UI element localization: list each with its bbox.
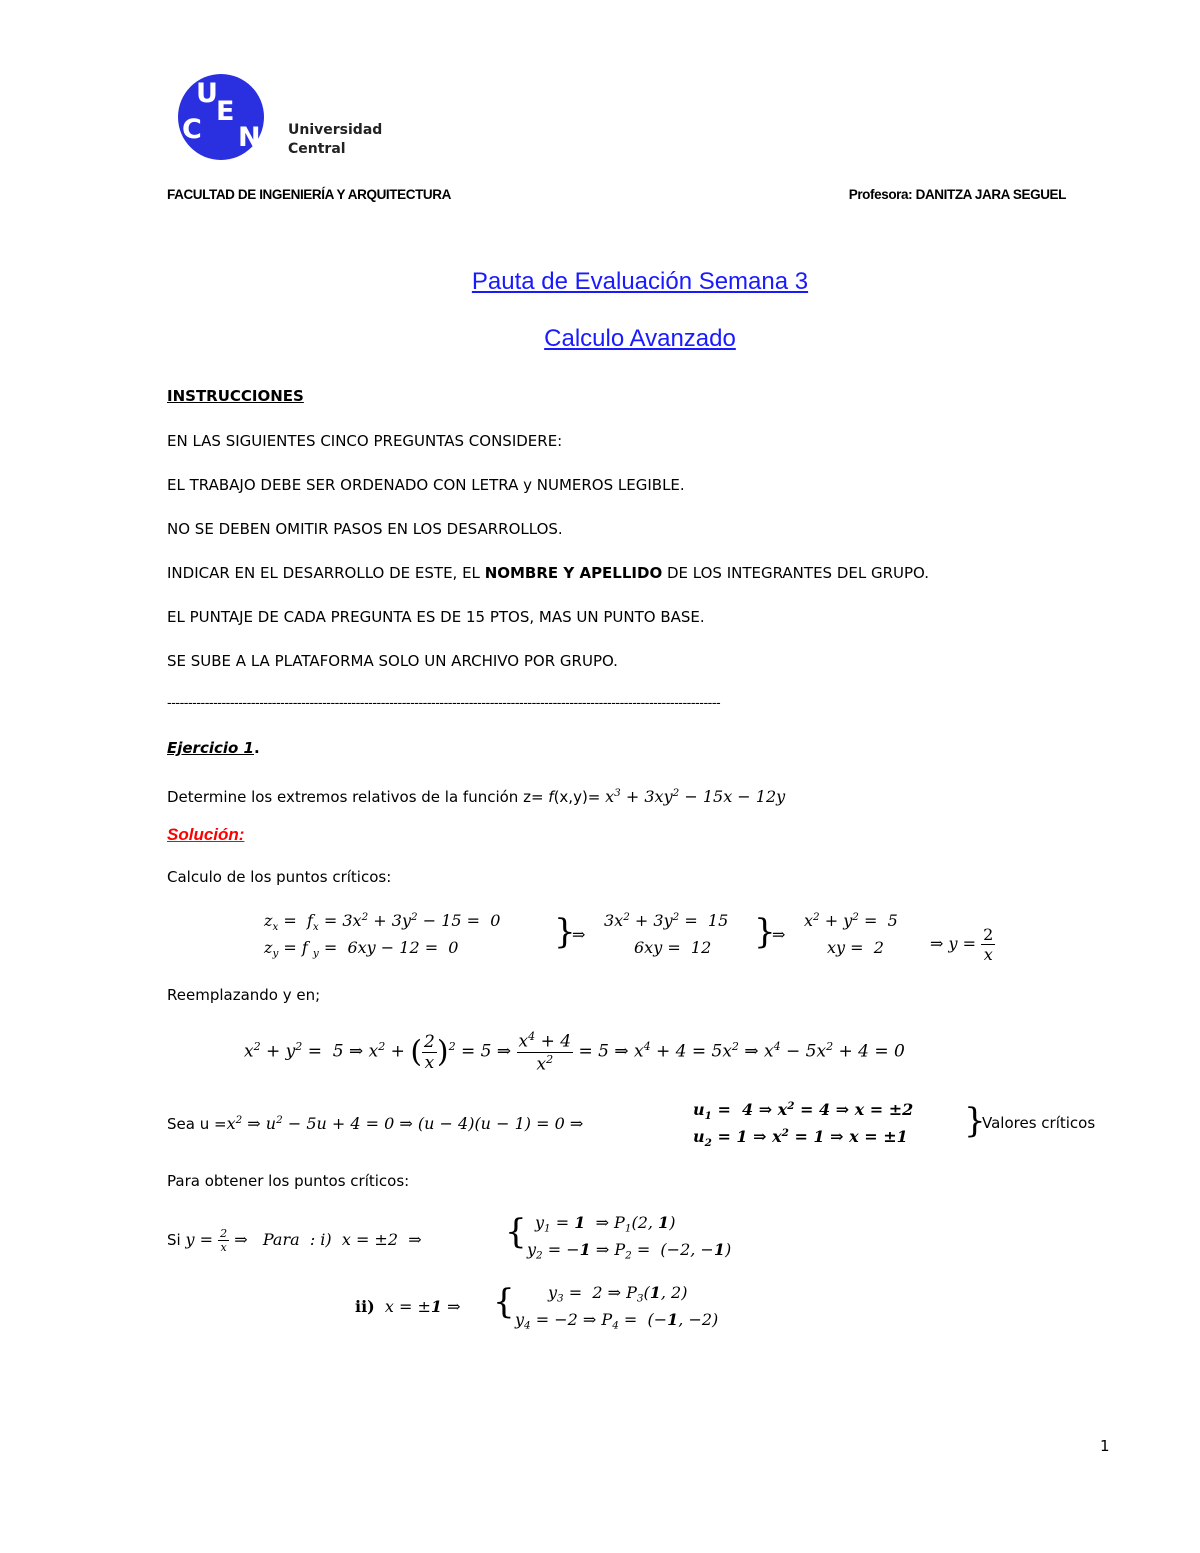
eq-zx: $z_x = f_x = 3x^2 + 3y^2 - 15 = 0$	[264, 911, 501, 933]
root-u2: $u_2 = 1$ ⇒ $x^2 = 1$ ⇒ x = ±1	[693, 1127, 908, 1149]
case-ii-line: ii) x = ±1 ⇒	[355, 1297, 461, 1316]
logo-letter-e: E	[216, 96, 235, 127]
statement-xy: (x,y)=	[553, 788, 606, 807]
instruction-line-5: EL PUNTAJE DE CADA PREGUNTA ES DE 15 PTOS, MAS UN PUNTO BASE.	[167, 608, 705, 626]
root-u1: $u_1 = 4$ ⇒ $x^2 = 4$ ⇒ x = ±2	[693, 1100, 914, 1122]
point-p3: $y_3 = 2$ ⇒ $P_3(1$, 2)	[548, 1283, 688, 1305]
substitution-equation: $x^2 + y^2 = 5$ ⇒ $x^2$ + ( $\frac{2}{x}$ )$^2$ = 5 ⇒ $\frac{x^4 + 4}{x^2}$ = 5 ⇒ $x^4 + 4 = 5x^2$ ⇒ $x^4 - 5x^2 + 4 = 0$	[244, 1030, 905, 1075]
logo-letter-n: N	[238, 122, 261, 153]
point-p1: $y_1 = 1$ ⇒ $P_1(2$, 1)	[535, 1213, 676, 1235]
logo-letter-u: U	[196, 78, 218, 109]
obtain-points-text: Para obtener los puntos críticos:	[167, 1172, 410, 1190]
university-logo	[178, 74, 264, 160]
eq-y-solution: ⇒ y = $\frac{2}{x}$	[930, 925, 994, 964]
eq-simplified-1: $3x^2 + 3y^2 = 15$	[604, 911, 729, 931]
statement-function: $x^3 + 3xy^2 - 15x - 12y$	[605, 787, 786, 807]
para-text: Para	[262, 1230, 300, 1249]
brace-3: }	[964, 1101, 986, 1141]
case-i-line: Si y = $\frac{2}{x}$ ⇒ Para : i) x = ±2 ⇒	[167, 1227, 422, 1254]
si-text: Si	[167, 1231, 181, 1249]
critical-values-label: Valores críticos	[982, 1114, 1096, 1132]
statement-text: Determine los extremos relativos de la función z=	[167, 788, 549, 807]
exercise-label-dot: .	[254, 739, 260, 757]
eq-simplified-2: 6xy = 12	[634, 938, 712, 957]
instruction-line-6: SE SUBE A LA PLATAFORMA SOLO UN ARCHIVO POR GRUPO.	[167, 652, 618, 670]
brace-5: {	[493, 1282, 515, 1322]
university-name-line1: Universidad	[288, 122, 383, 138]
point-p2: $y_2 = -1$ ⇒ $P_2 = (-2$, −1)	[527, 1240, 732, 1262]
faculty-label: FACULTAD DE INGENIERÍA Y ARQUITECTURA	[167, 187, 451, 202]
brace-4: {	[505, 1212, 527, 1252]
implies-2: ⇒	[772, 925, 786, 944]
exercise-statement	[167, 783, 785, 807]
exercise-label-text: Ejercicio 1	[167, 739, 254, 757]
critical-points-heading: Calculo de los puntos críticos:	[167, 868, 392, 886]
instruction-line-3: NO SE DEBEN OMITIR PASOS EN LOS DESARROLLOS.	[167, 520, 563, 538]
brace-1: }	[554, 912, 576, 952]
document-title: Pauta de Evaluación Semana 3	[471, 268, 809, 295]
instruction-line-4	[167, 563, 929, 583]
exercise-label	[167, 738, 260, 758]
brace-2: }	[754, 912, 776, 952]
eq-reduced-2: xy = 2	[827, 938, 884, 957]
instruction-line-4-post: DE LOS INTEGRANTES DEL GRUPO.	[662, 564, 930, 582]
course-title: Calculo Avanzado	[544, 325, 736, 352]
instruction-line-4-pre: INDICAR EN EL DESARROLLO DE ESTE, EL	[167, 564, 485, 582]
point-p4: $y_4 = -2$ ⇒ $P_4 = (-1$, −2)	[515, 1310, 719, 1332]
statement-f: f	[548, 788, 554, 807]
eq-reduced-1: $x^2 + y^2 = 5$	[804, 911, 898, 931]
university-name-line2: Central	[288, 141, 346, 157]
replace-text: Reemplazando y en;	[167, 986, 321, 1004]
eq-zy: $z_y = f$ $_y$ = 6xy − 12 = 0	[264, 938, 459, 960]
u-substitution-line: Sea $u =x^2$ ⇒ $u^2 - 5u + 4 = 0$ ⇒ (u − 4)(u − 1) = 0 ⇒	[167, 1114, 584, 1134]
instructions-heading: INSTRUCCIONES	[167, 387, 304, 405]
university-name	[288, 121, 382, 159]
professor-label: Profesora: DANITZA JARA SEGUEL	[848, 187, 1066, 202]
instruction-line-4-bold: NOMBRE Y APELLIDO	[484, 564, 663, 582]
instruction-line-2: EL TRABAJO DEBE SER ORDENADO CON LETRA y NUMEROS LEGIBLE.	[167, 476, 685, 494]
sea-text: Sea u =	[167, 1115, 227, 1134]
case-i-label: : i)	[309, 1230, 332, 1249]
instruction-line-1: EN LAS SIGUIENTES CINCO PREGUNTAS CONSIDERE:	[167, 432, 563, 450]
page-number: 1	[1100, 1437, 1110, 1455]
implies-1: ⇒	[572, 925, 586, 944]
separator-line: ------------------------------------------------------------------------------------------------------------------------------------	[167, 696, 721, 711]
logo-letter-c: C	[182, 114, 202, 145]
case-ii-label: ii)	[355, 1297, 375, 1316]
solution-label: Solución:	[167, 825, 245, 844]
